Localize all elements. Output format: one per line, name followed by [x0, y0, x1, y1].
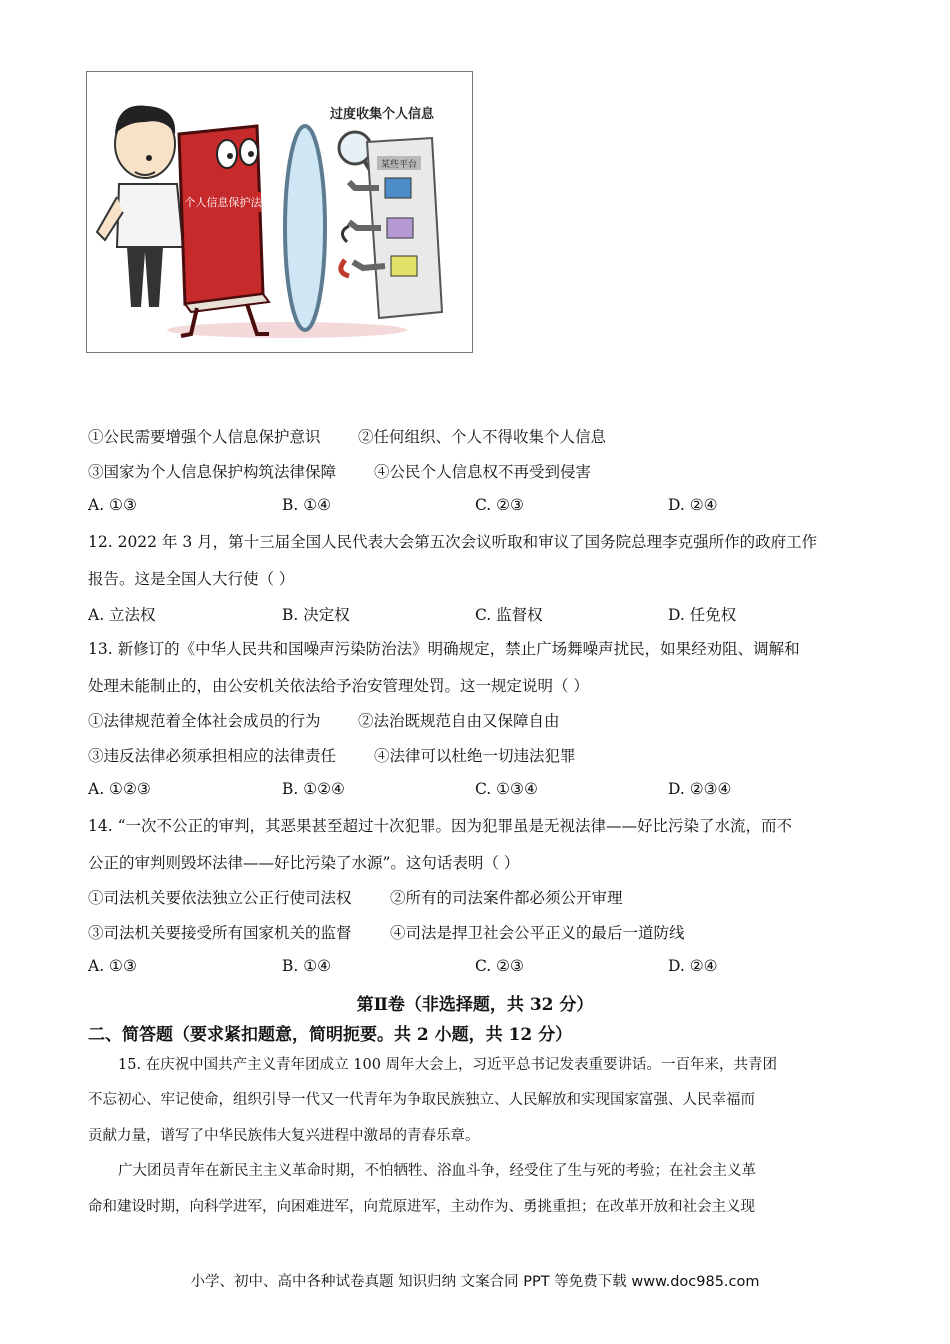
q15-para1-line1: 15. 在庆祝中国共产主义青年团成立 100 周年大会上，习近平总书记发表重要讲话。一百年来，共青团 — [118, 1057, 778, 1073]
q13-statement-2: ②法治既规范自由又保障自由 — [358, 712, 560, 730]
section2-title: 二、简答题（要求紧扣题意，简明扼要。共 2 小题，共 12 分） — [88, 1025, 573, 1045]
q11-statement-2: ②任何组织、个人不得收集个人信息 — [358, 428, 607, 446]
q14-statement-1: ①司法机关要依法独立公正行使司法权 — [88, 889, 352, 907]
q14-option-d[interactable]: D. ②④ — [668, 957, 718, 975]
part2-title: 第Ⅱ卷（非选择题，共 32 分） — [356, 995, 594, 1015]
q14-statement-2: ②所有的司法案件都必须公开审理 — [390, 889, 623, 907]
q11-statement-3: ③国家为个人信息保护构筑法律保障 — [88, 463, 337, 481]
q12-stem-line2: 报告。这是全国人大行使（ ） — [88, 570, 295, 588]
q12-option-d[interactable]: D. 任免权 — [668, 606, 737, 624]
q11-option-d[interactable]: D. ②④ — [668, 496, 718, 514]
q13-statement-1: ①法律规范着全体社会成员的行为 — [88, 712, 321, 730]
law-book — [179, 126, 269, 336]
q13-option-b[interactable]: B. ①②④ — [282, 780, 345, 798]
q11-statement-1: ①公民需要增强个人信息保护意识 — [88, 428, 321, 446]
q13-option-c[interactable]: C. ①③④ — [475, 780, 538, 798]
q14-statement-4: ④司法是捍卫社会公平正义的最后一道防线 — [390, 924, 685, 942]
platform-label: 某些平台 — [380, 160, 418, 170]
q13-stem-line1: 13. 新修订的《中华人民共和国噪声污染防治法》明确规定，禁止广场舞噪声扰民，如果经劝阻、调解和 — [88, 640, 800, 658]
page-footer: 小学、初中、高中各种试卷真题 知识归纳 文案合同 PPT 等免费下载 www.doc985.com — [190, 1274, 760, 1290]
q14-option-c[interactable]: C. ②③ — [475, 957, 524, 975]
magnifier-icon — [339, 132, 371, 164]
q11-option-a[interactable]: A. ①③ — [88, 496, 137, 514]
q14-stem-line1: 14. “一次不公正的审判，其恶果甚至超过十次犯罪。因为犯罪虽是无视法律——好比污染了水流，而不 — [88, 817, 793, 835]
q12-option-a[interactable]: A. 立法权 — [88, 606, 156, 624]
book-title: 个人信息保护法 — [184, 196, 262, 209]
q11-option-c[interactable]: C. ②③ — [475, 496, 524, 514]
q15-para1-line3: 贡献力量，谱写了中华民族伟大复兴进程中激昂的青春乐章。 — [88, 1128, 480, 1144]
q13-option-a[interactable]: A. ①②③ — [88, 780, 151, 798]
q15-para2-line2: 命和建设时期，向科学进军，向困难进军，向荒原进军，主动作为、勇挑重担；在改革开放和社会主义现 — [88, 1199, 755, 1215]
q14-stem-line2: 公正的审判则毁坏法律——好比污染了水源”。这句话表明（ ） — [88, 854, 520, 872]
q14-option-b[interactable]: B. ①④ — [282, 957, 332, 975]
q13-statement-4: ④法律可以杜绝一切违法犯罪 — [374, 747, 576, 765]
q12-option-c[interactable]: C. 监督权 — [475, 606, 543, 624]
shield-icon — [285, 126, 325, 330]
q14-statement-3: ③司法机关要接受所有国家机关的监督 — [88, 924, 352, 942]
q15-para1-line2: 不忘初心、牢记使命，组织引导一代又一代青年为争取民族独立、人民解放和实现国家富强、人民幸福而 — [88, 1092, 755, 1108]
q11-statement-4: ④公民个人信息权不再受到侵害 — [374, 463, 592, 481]
q13-statement-3: ③违反法律必须承担相应的法律责任 — [88, 747, 337, 765]
q12-option-b[interactable]: B. 决定权 — [282, 606, 350, 624]
q15-para2-line1: 广大团员青年在新民主主义革命时期，不怕牺牲、浴血斗争，经受住了生与死的考验；在社会主义革 — [118, 1163, 756, 1179]
q13-stem-line2: 处理未能制止的，由公安机关依法给予治安管理处罚。这一规定说明（ ） — [88, 677, 589, 695]
illustration-personal-info-protection — [86, 71, 473, 353]
q14-option-a[interactable]: A. ①③ — [88, 957, 137, 975]
q13-option-d[interactable]: D. ②③④ — [668, 780, 732, 798]
q11-option-b[interactable]: B. ①④ — [282, 496, 332, 514]
q12-stem-line1: 12. 2022 年 3 月，第十三届全国人民代表大会第五次会议听取和审议了国务院总理李克强所作的政府工作 — [88, 533, 818, 551]
figure-caption: 过度收集个人信息 — [329, 107, 435, 122]
